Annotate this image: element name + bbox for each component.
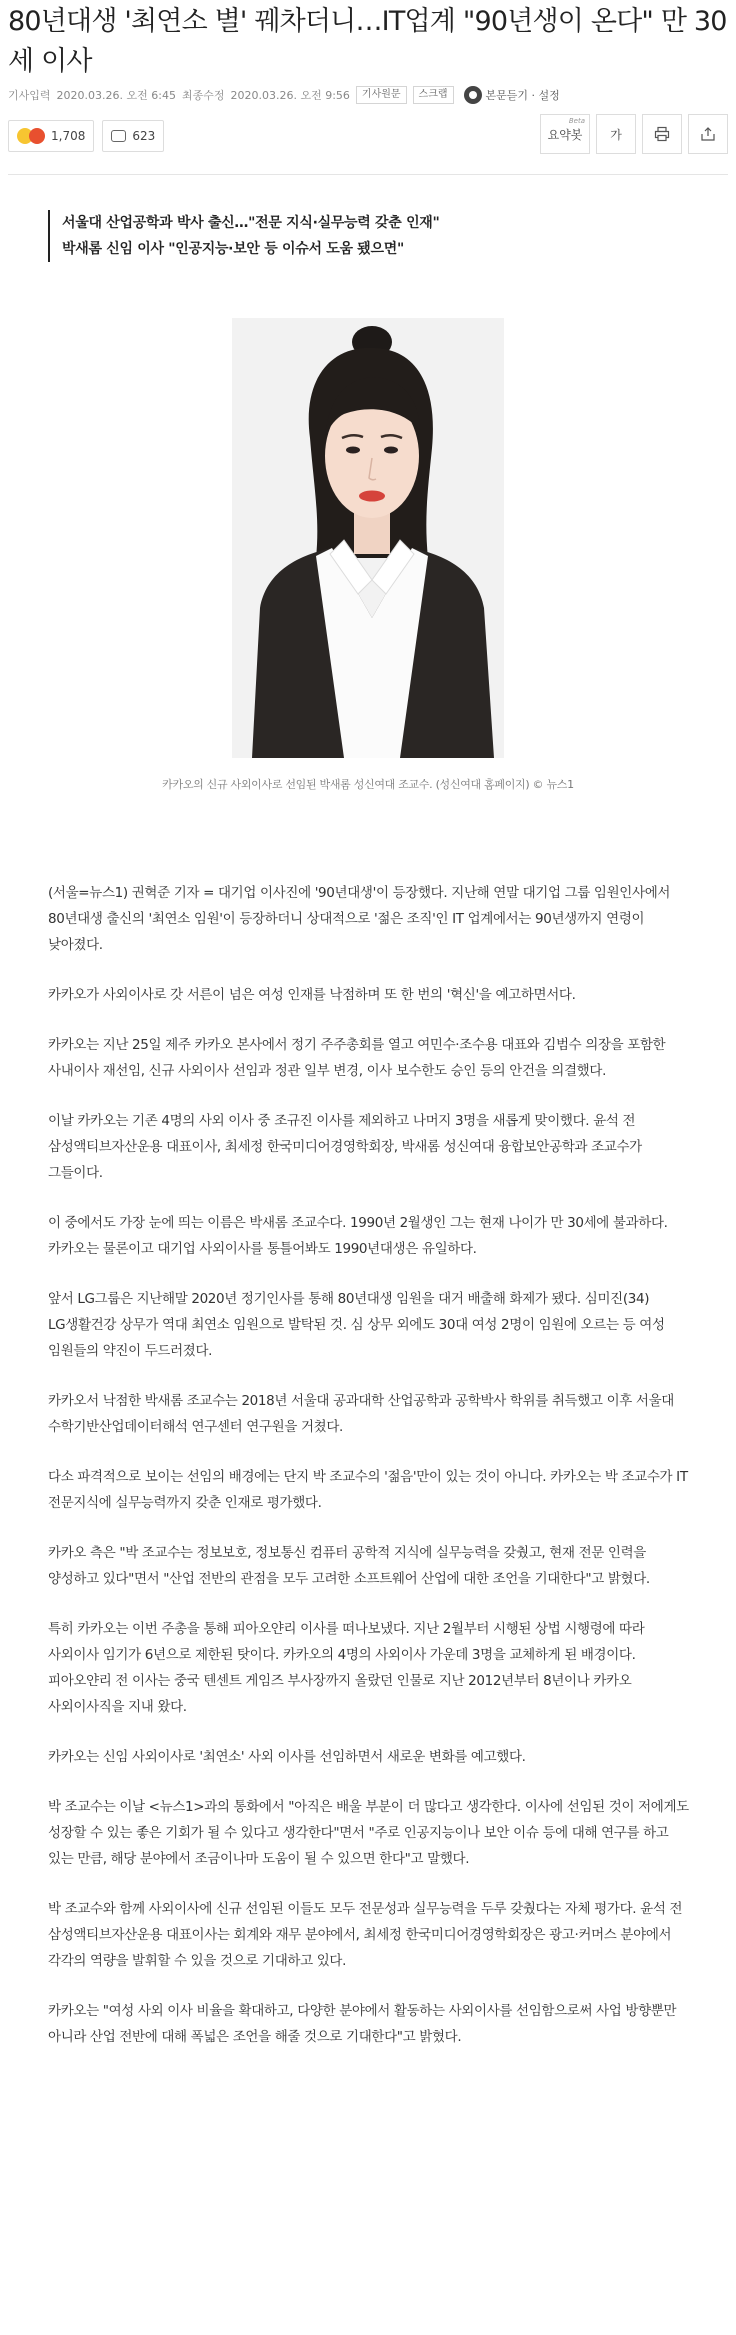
print-button[interactable] [642, 114, 682, 154]
comment-button[interactable] [102, 120, 164, 152]
reaction-button[interactable] [8, 120, 94, 152]
original-article-button[interactable]: 기사원문 [356, 86, 407, 104]
posted-label: 기사입력 [8, 89, 51, 102]
reaction-bar [8, 120, 172, 152]
angry-emoji-icon [29, 128, 45, 144]
paragraph: 앞서 LG그룹은 지난해말 2020년 정기인사를 통해 80년대생 임원을 대거 배출해 화제가 됐다. 심미진(34) LG생활건강 상무가 역대 최연소 임원으로 발탁된 것. 심 상무 외에도 30대 여성 2명이 임원에 오르는 등 여성 임원들의 약진이 두드러졌다. [48, 1291, 665, 1359]
article-meta [8, 84, 560, 106]
reaction-count: 1,708 [51, 129, 86, 143]
paragraph: 이날 카카오는 기존 4명의 사외 이사 중 조규진 이사를 제외하고 나머지 3명을 새롭게 맞이했다. 윤석 전 삼성액티브자산운용 대표이사, 최세정 한국미디어경영학회장, 박새롬 성신여대 융합보안공학과 조교수가 그들이다. [48, 1113, 642, 1181]
summary-line-1: 서울대 산업공학과 박사 출신…"전문 지식·실무능력 갖춘 인재" [62, 215, 440, 231]
share-button[interactable] [688, 114, 728, 154]
paragraph: 박 조교수는 이날 <뉴스1>과의 통화에서 "아직은 배울 부분이 더 많다고 생각한다. 이사에 선임된 것이 저에게도 성장할 수 있는 좋은 기회가 될 수 있다고 생각한다"면서 "주로 인공지능이나 보안 이슈 등에 대해 연구를 하고 있는 만큼, 해당 분야에서 조금이나마 도움이 될 수 있으면 한다"고 말했다. [48, 1799, 689, 1867]
posted-time: 2020.03.26. 오전 6:45 [56, 89, 176, 102]
scrap-button[interactable]: 스크랩 [413, 86, 454, 104]
portrait-image [232, 318, 504, 758]
summary-line-2: 박새롬 신임 이사 "인공지능·보안 등 이슈서 도움 됐으면" [62, 241, 404, 257]
paragraph: 카카오 측은 "박 조교수는 정보보호, 정보통신 컴퓨터 공학적 지식에 실무능력을 갖췄고, 현재 전문 인력을 양성하고 있다"면서 "산업 전반의 관점을 모두 고려한 소프트웨어 산업에 대한 조언을 기대한다"고 밝혔다. [48, 1545, 650, 1587]
article-summary [48, 210, 702, 262]
paragraph: 다소 파격적으로 보이는 선임의 배경에는 단지 박 조교수의 '젊음'만이 있는 것이 아니다. 카카오는 박 조교수가 IT 전문지식에 실무능력까지 갖춘 인재로 평가했다. [48, 1469, 688, 1511]
paragraph: 카카오가 사외이사로 갓 서른이 넘은 여성 인재를 낙점하며 또 한 번의 '혁신'을 예고하면서다. [48, 987, 576, 1003]
header-divider [8, 174, 728, 175]
article-title: 80년대생 '최연소 별' 꿰차더니…IT업계 "90년생이 온다" 만 30세 이사 [8, 6, 727, 77]
audio-icon[interactable] [464, 86, 482, 104]
article-body [48, 880, 690, 2074]
summary-bot-button[interactable] [540, 114, 590, 154]
summary-bot-label: 요약봇 [547, 127, 583, 142]
paragraph: 이 중에서도 가장 눈에 띄는 이름은 박새롬 조교수다. 1990년 2월생인 그는 현재 나이가 만 30세에 불과하다. 카카오는 물론이고 대기업 사외이사를 통틀어봐도 1990년대생은 유일하다. [48, 1215, 668, 1257]
font-size-label: 가 [610, 127, 622, 142]
paragraph: 카카오서 낙점한 박새롬 조교수는 2018년 서울대 공과대학 산업공학과 공학박사 학위를 취득했고 이후 서울대 수학기반산업데이터해석 연구센터 연구원을 거쳤다. [48, 1393, 674, 1435]
photo-caption: 카카오의 신규 사외이사로 선임된 박새롬 성신여대 조교수. (성신여대 홈페이지) © 뉴스1 [162, 778, 574, 791]
listen-settings-link[interactable]: 본문듣기 · 설정 [485, 89, 560, 102]
article-photo [232, 318, 504, 758]
share-icon [700, 126, 716, 142]
article-toolbar [534, 114, 728, 154]
paragraph: 카카오는 신임 사외이사로 '최연소' 사외 이사를 선임하면서 새로운 변화를 예고했다. [48, 1749, 526, 1765]
paragraph: (서울=뉴스1) 권혁준 기자 = 대기업 이사진에 '90년대생'이 등장했다. 지난해 연말 대기업 그룹 임원인사에서 80년대생 출신의 '최연소 임원'이 등장하더니 상대적으로 '젊은 조직'인 IT 업계에서는 90년생까지 연령이 낮아졌다. [48, 885, 671, 953]
print-icon [654, 126, 670, 142]
updated-time: 2020.03.26. 오전 9:56 [230, 89, 350, 102]
font-size-button[interactable] [596, 114, 636, 154]
paragraph: 특히 카카오는 이번 주총을 통해 피아오얀리 이사를 떠나보냈다. 지난 2월부터 시행된 상법 시행령에 따라 사외이사 임기가 6년으로 제한된 탓이다. 카카오의 4명의 사외이사 가운데 3명을 교체하게 된 배경이다. 피아오얀리 전 이사는 중국 텐센트 게임즈 부사장까지 올랐던 인물로 지난 2012년부터 8년이나 카카오 사외이사직을 지내 왔다. [48, 1621, 645, 1715]
comment-icon [111, 130, 126, 142]
beta-badge: Beta [568, 117, 585, 125]
updated-label: 최종수정 [181, 89, 225, 102]
paragraph: 카카오는 "여성 사외 이사 비율을 확대하고, 다양한 분야에서 활동하는 사외이사를 선임함으로써 사업 방향뿐만 아니라 산업 전반에 대해 폭넓은 조언을 해줄 것으로 기대한다"고 밝혔다. [48, 2003, 677, 2045]
paragraph: 카카오는 지난 25일 제주 카카오 본사에서 정기 주주총회를 열고 여민수·조수용 대표와 김범수 의장을 포함한 사내이사 재선임, 신규 사외이사 선임과 정관 일부 변경, 이사 보수한도 승인 등의 안건을 의결했다. [48, 1037, 666, 1079]
paragraph: 박 조교수와 함께 사외이사에 신규 선임된 이들도 모두 전문성과 실무능력을 두루 갖췄다는 자체 평가다. 윤석 전 삼성액티브자산운용 대표이사는 회계와 재무 분야에서, 최세정 한국미디어경영학회장은 광고·커머스 분야에서 각각의 역량을 발휘할 수 있을 것으로 기대하고 있다. [48, 1901, 683, 1969]
comment-count: 623 [132, 129, 156, 143]
